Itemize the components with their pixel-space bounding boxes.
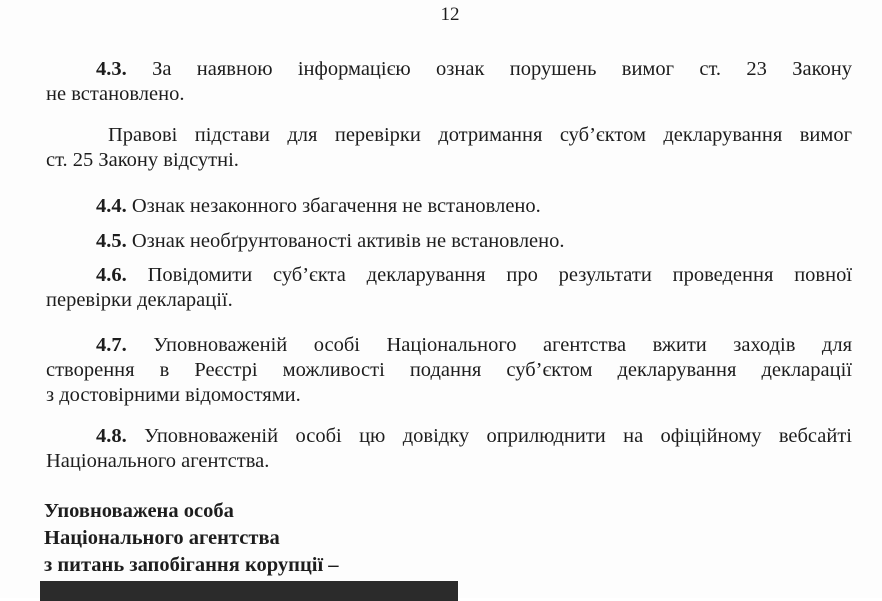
paragraph-4-7-line-3: з достовірними відомостями. [46, 384, 301, 406]
paragraph-4-6 [46, 263, 852, 313]
paragraph-4-7 [46, 333, 852, 408]
page-number: 12 [440, 4, 460, 25]
paragraph-4-6-line-2: перевірки декларації. [46, 289, 233, 311]
signature-line-1: Уповноважена особа [44, 500, 234, 522]
paragraph-number: 4.4. [96, 195, 127, 217]
paragraph-text: Ознак необґрунтованості активів не встановлено. [131, 230, 565, 252]
paragraph-number: 4.7. [96, 334, 127, 356]
paragraph-4-3-line-2: не встановлено. [46, 83, 185, 105]
paragraph-number: 4.5. [96, 230, 127, 252]
paragraph-text: Повідомити суб’єкта декларування про результати проведення повної [147, 264, 853, 286]
paragraph-4-5 [46, 229, 852, 254]
paragraph-4-3-line-1 [46, 57, 852, 82]
signature-line-3: з питань запобігання корупції – [44, 554, 339, 576]
paragraph-text: Уповноваженій особі Національного агентства вжити заходів для [153, 334, 852, 356]
paragraph-4-3 [46, 57, 852, 107]
paragraph-legal-line-1 [46, 123, 852, 148]
paragraph-number: 4.6. [96, 264, 127, 286]
paragraph-4-8 [46, 424, 852, 474]
paragraph-legal-line-2: ст. 25 Закону відсутні. [46, 149, 239, 171]
paragraph-text: Правові підстави для перевірки дотримання суб’єктом декларування вимог [108, 124, 852, 146]
paragraph-text: Ознак незаконного збагачення не встановлено. [131, 195, 541, 217]
paragraph-number: 4.3. [96, 58, 127, 80]
paragraph-text: За наявною інформацією ознак порушень вимог ст. 23 Закону [152, 58, 852, 80]
paragraph-number: 4.8. [96, 425, 127, 447]
signature-block [44, 498, 339, 579]
paragraph-4-7-line-2: створення в Реєстрі можливості подання суб’єктом декларування декларації [46, 359, 852, 381]
paragraph-text: Уповноваженій особі цю довідку оприлюднити на офіційному вебсайті [144, 425, 853, 447]
redaction-block [40, 581, 458, 601]
paragraph-4-4 [46, 194, 852, 219]
paragraph-legal-grounds [46, 123, 852, 173]
paragraph-4-8-line-2: Національного агентства. [46, 450, 270, 472]
signature-line-2: Національного агентства [44, 527, 280, 549]
